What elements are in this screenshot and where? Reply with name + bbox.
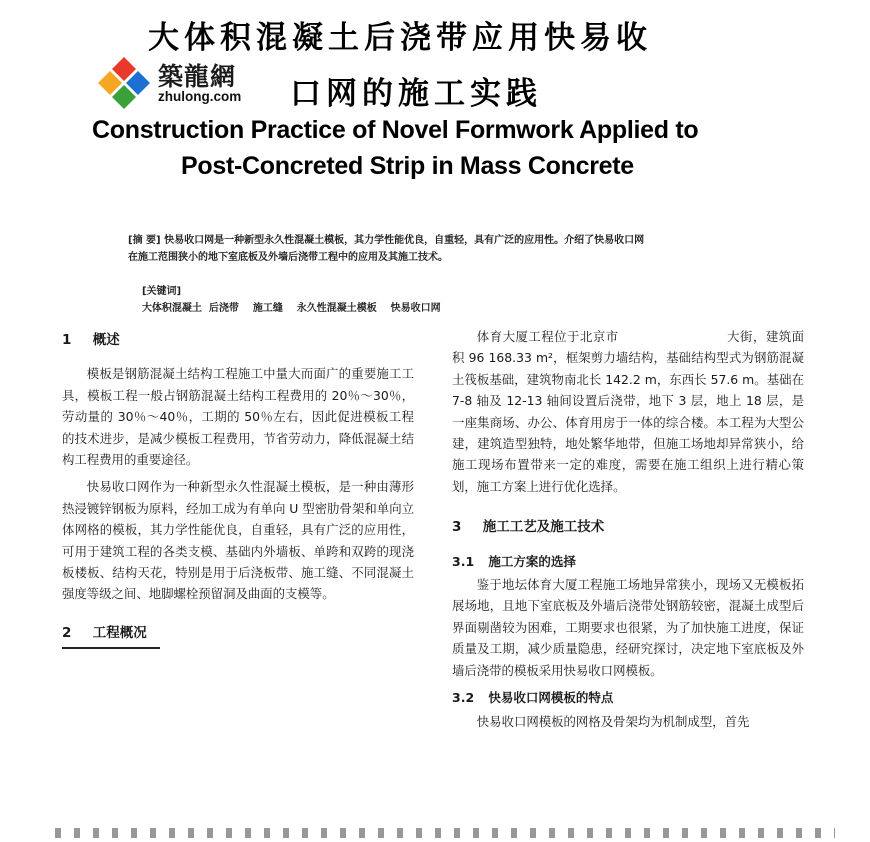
section-2-title: 工程概况 (92, 624, 147, 641)
keywords-label: [关键词] (141, 286, 182, 297)
project-paragraph-cut: 大 (726, 329, 741, 344)
section-3-1-number: 3.1 (452, 553, 475, 569)
title-english-line2: Post-Concreted Strip in Mass Concrete (181, 152, 634, 180)
section-2-heading (62, 623, 414, 644)
abstract-text-2: 在施工范围狭小的地下室底板及外墙后浇带工程中的应用及其施工技术。 (128, 252, 448, 263)
keywords-text: 大体积混凝土 后浇带 施工缝 永久性混凝土模板 快易收口网 (141, 303, 441, 314)
section-3-1-heading (452, 551, 804, 572)
left-column (62, 330, 414, 649)
logo-mark-icon (96, 55, 152, 111)
logo-domain-text: zhulong.com (158, 89, 242, 104)
section-3-title: 施工工艺及施工技术 (482, 519, 605, 536)
abstract-line2 (128, 249, 768, 266)
section-3-2-title: 快易收口网模板的特点 (488, 690, 614, 706)
abstract-block (128, 232, 768, 334)
bottom-crop-edge (55, 828, 835, 838)
section-3-number: 3 (452, 519, 462, 536)
features-paragraph: 快易收口网模板的网格及骨架均为机制成型，首先 (476, 713, 750, 729)
section-1-number: 1 (62, 332, 72, 348)
keywords-line (128, 266, 768, 334)
logo-chinese-text: 築龍網 (158, 62, 237, 91)
abstract-text-1: 快易收口网是一种新型永久性混凝土模板，其力学性能优良，自重轻，具有广泛的应用性。介绍了快易收口网 (164, 235, 645, 246)
section-2-number: 2 (62, 624, 72, 641)
section-1-title: 概述 (92, 332, 120, 348)
section-3-2-number: 3.2 (452, 690, 475, 706)
title-english-line1: Construction Practice of Novel Formwork Applied to (92, 116, 699, 144)
project-paragraph-rest: 街，建筑面积 96 168.33 m²，框架剪力墙结构，基础结构型式为钢筋混凝土筏板基础，建筑物南北长 142.2 m，东西长 57.6 m。基础在 7-8 轴及 12-13 轴间设置后浇带，地下 3 层，地上 18 层，是一座集商场、办公、体育用房于一体的综合楼。本工程为大型公建，建筑造型独特，地处繁华地带，但施工场地却异常狭小，给施工现场布置带来一定的难度，需要在施工组织上进行精心策划，施工方案上进行优化选择。 (452, 329, 805, 494)
scheme-paragraph: 鉴于地坛体育大厦工程施工场地异常狭小，现场又无模板拓展场地，且地下室底板及外墙后浇带处钢筋较密，混凝土成型后界面剔凿较为困难，工期要求也很紧，为了加快施工进度，保证质量及工期，减少质量隐患，经研究探讨，决定地下室底板及外墙后浇带的模板采用快易收口网模板。 (452, 577, 804, 678)
paragraph-intro-2: 快易收口网作为一种新型永久性混凝土模板，是一种由薄形热浸镀锌钢板为原料，经加工成为有单向 U 型密肋骨架和单向立体网格的模板，其力学性能优良，自重轻，具有广泛的应用性，可用于建筑工程的各类支模、基础内外墙板、单跨和双跨的现浇板楼板、结构天花，特别是用于后浇板带、施工缝、不同混凝土强度等级之间、地脚螺栓预留洞及曲面的支模等。 (62, 479, 414, 602)
abstract-line1 (128, 232, 768, 249)
section-3-heading (452, 517, 804, 538)
project-paragraph (452, 326, 804, 497)
abstract-label: [摘 要] (128, 235, 161, 246)
title-chinese-line2: 口网的施工实践 (290, 76, 542, 112)
site-logo (96, 55, 266, 111)
title-chinese-line1: 大体积混凝土后浇带应用快易收 (148, 20, 652, 56)
section-2-rule (62, 647, 160, 649)
right-column (452, 326, 804, 732)
project-paragraph-start: 体育大厦工程位于北京市 (476, 329, 619, 344)
paragraph-intro-1: 模板是钢筋混凝土结构工程施工中量大而面广的重要施工工具，模板工程一般占钢筋混凝土结构工程费用的 20％～30％，劳动量的 30％～40％，工期的 50％左右，因此促进模板工程的技术进步，是减少模板工程费用，节省劳动力，降低混凝土结构工程费用的重要途径。 (62, 366, 414, 468)
section-1-heading (62, 330, 414, 351)
section-3-1-title: 施工方案的选择 (488, 553, 576, 569)
section-3-2-heading (452, 687, 804, 708)
